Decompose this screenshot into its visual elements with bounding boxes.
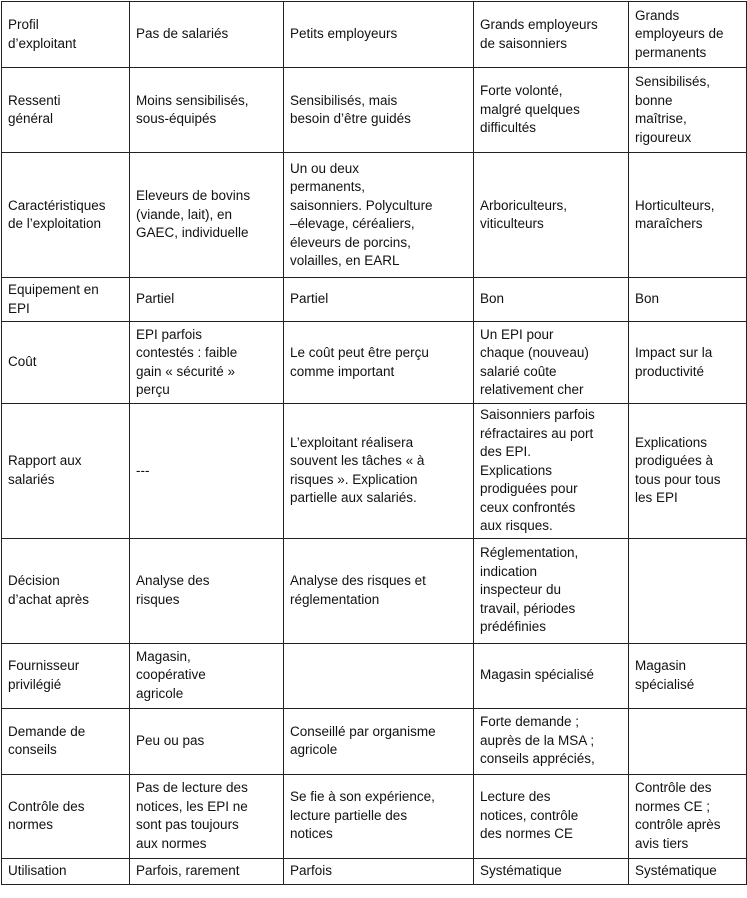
table-cell: Magasin spécialisé — [629, 643, 747, 708]
table-cell: Eleveurs de bovins (viande, lait), en GAEC, individuelle — [130, 153, 284, 278]
table-row — [2, 68, 747, 153]
row-label: Rapport aux salariés — [2, 404, 130, 539]
table-cell: Horticulteurs, maraîchers — [629, 153, 747, 278]
table-row — [2, 774, 747, 858]
table-row — [2, 322, 747, 404]
table-cell: Contrôle des normes CE ; contrôle après avis tiers — [629, 774, 747, 858]
table-cell: Forte demande ; auprès de la MSA ; conseils appréciés, — [474, 708, 629, 774]
row-label: Equipement en EPI — [2, 278, 130, 322]
row-label: Caractéristiques de l’exploitation — [2, 153, 130, 278]
table-cell: Bon — [474, 278, 629, 322]
table-cell: Parfois — [284, 858, 474, 884]
row-label: Décision d’achat après — [2, 538, 130, 643]
table-cell: Lecture des notices, contrôle des normes CE — [474, 774, 629, 858]
table-cell: Peu ou pas — [130, 708, 284, 774]
table-row — [2, 708, 747, 774]
table-cell: Magasin, coopérative agricole — [130, 643, 284, 708]
table-cell: Explications prodiguées à tous pour tous les EPI — [629, 404, 747, 539]
table-cell: --- — [130, 404, 284, 539]
table-row — [2, 404, 747, 539]
table-cell: Parfois, rarement — [130, 858, 284, 884]
header-cell-no-employees: Pas de salariés — [130, 2, 284, 68]
table-cell: Systématique — [474, 858, 629, 884]
table-cell: EPI parfois contestés : faible gain « sécurité » perçu — [130, 322, 284, 404]
table-row — [2, 278, 747, 322]
epi-profile-table — [1, 1, 747, 885]
table-cell: Sensibilisés, mais besoin d’être guidés — [284, 68, 474, 153]
table-cell: Systématique — [629, 858, 747, 884]
table-cell: Arboriculteurs, viticulteurs — [474, 153, 629, 278]
table-cell: Forte volonté, malgré quelques difficultés — [474, 68, 629, 153]
row-label: Demande de conseils — [2, 708, 130, 774]
table-cell: Conseillé par organisme agricole — [284, 708, 474, 774]
row-label: Ressenti général — [2, 68, 130, 153]
table-cell: Réglementation, indication inspecteur du travail, périodes prédéfinies — [474, 538, 629, 643]
table-cell: Analyse des risques — [130, 538, 284, 643]
table-cell: Saisonniers parfois réfractaires au port des EPI. Explications prodiguées pour ceux confrontés aux risques. — [474, 404, 629, 539]
table-cell: Un EPI pour chaque (nouveau) salarié coûte relativement cher — [474, 322, 629, 404]
table-cell — [629, 538, 747, 643]
table-cell: Le coût peut être perçu comme important — [284, 322, 474, 404]
table-cell: Moins sensibilisés, sous-équipés — [130, 68, 284, 153]
table-cell: Partiel — [130, 278, 284, 322]
table-row — [2, 858, 747, 884]
table-cell — [284, 643, 474, 708]
table-row — [2, 153, 747, 278]
row-label: Contrôle des normes — [2, 774, 130, 858]
table-cell: Se fie à son expérience, lecture partielle des notices — [284, 774, 474, 858]
table-row — [2, 538, 747, 643]
table-cell: Impact sur la productivité — [629, 322, 747, 404]
header-cell-profile: Profil d’exploitant — [2, 2, 130, 68]
header-cell-permanent-employers: Grands employeurs de permanents — [629, 2, 747, 68]
row-label: Utilisation — [2, 858, 130, 884]
header-cell-seasonal-employers: Grands employeurs de saisonniers — [474, 2, 629, 68]
row-label: Coût — [2, 322, 130, 404]
header-row — [2, 2, 747, 68]
table-cell: Magasin spécialisé — [474, 643, 629, 708]
table-cell: Pas de lecture des notices, les EPI ne sont pas toujours aux normes — [130, 774, 284, 858]
table-cell: Un ou deux permanents, saisonniers. Polyculture –élevage, céréaliers, éleveurs de porcins, volailles, en EARL — [284, 153, 474, 278]
table-cell: Partiel — [284, 278, 474, 322]
table-row — [2, 643, 747, 708]
table-cell — [629, 708, 747, 774]
row-label: Fournisseur privilégié — [2, 643, 130, 708]
table-cell: Sensibilisés, bonne maîtrise, rigoureux — [629, 68, 747, 153]
table-cell: L’exploitant réalisera souvent les tâches « à risques ». Explication partielle aux salariés. — [284, 404, 474, 539]
table-cell: Bon — [629, 278, 747, 322]
header-cell-small-employers: Petits employeurs — [284, 2, 474, 68]
table-cell: Analyse des risques et réglementation — [284, 538, 474, 643]
